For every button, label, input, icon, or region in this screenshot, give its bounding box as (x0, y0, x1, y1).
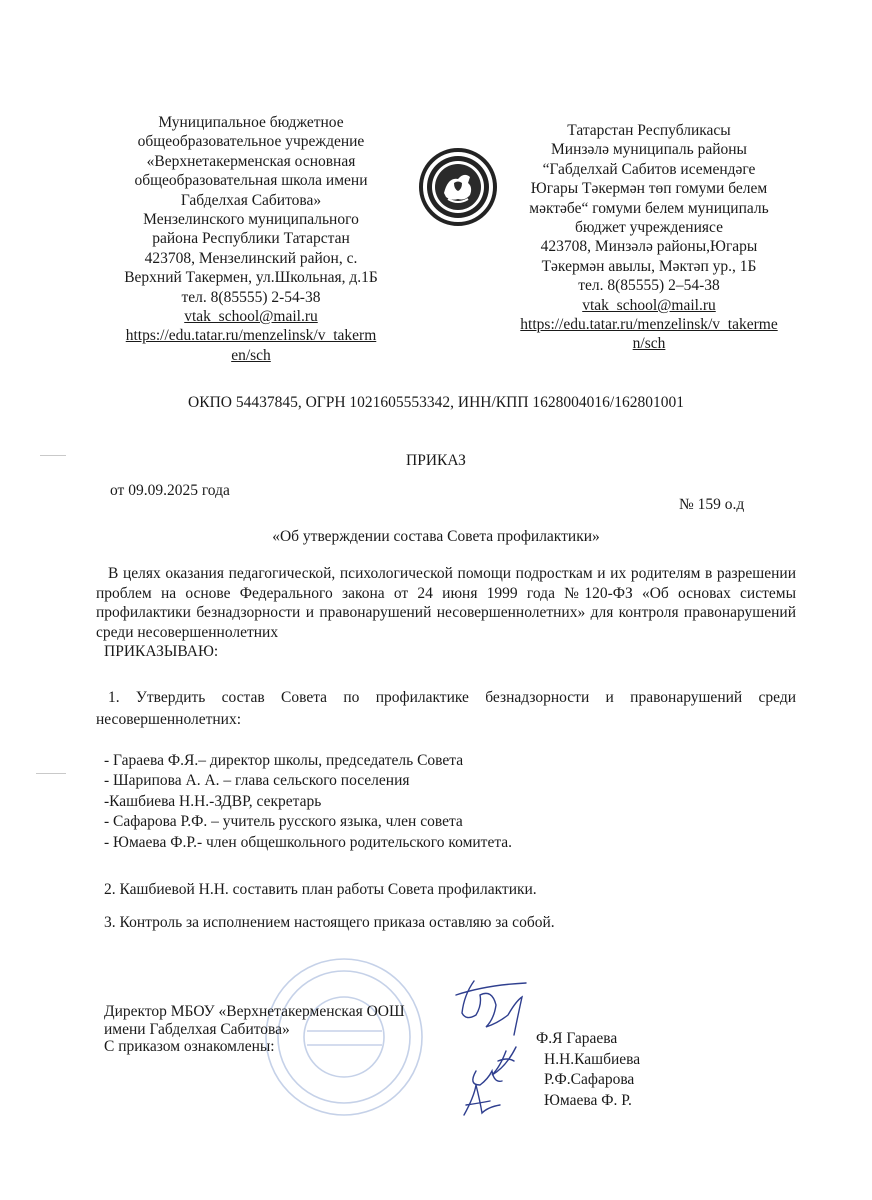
item-2: 2. Кашбиевой Н.Н. составить план работы Совета профилактики. (104, 881, 537, 898)
acquainted-label: С приказом ознакомлены: (104, 1038, 275, 1055)
header-right-line[interactable]: vtak_school@mail.ru (582, 296, 716, 314)
header-right-line: “Габделхай Сабитов исемендәге (542, 160, 756, 178)
registration-codes: ОКПО 54437845, ОГРН 1021605553342, ИНН/КПП 1628004016/162801001 (188, 394, 684, 411)
tatarstan-emblem (418, 147, 498, 227)
header-left-line: Мензелинского муниципального (143, 211, 359, 229)
header-left-line: Муниципальное бюджетное (158, 114, 344, 131)
item-1: 1. Утвердить состав Совета по профилактике безнадзорности и правонарушений среди несовершеннолетних: (96, 689, 796, 728)
signer-name: Ф.Я Гараева (536, 1030, 618, 1047)
header-right-line: мәктәбе“ гомуми белем муниципаль (529, 199, 769, 217)
header-right-line: Тәкермән авылы, Мәктәп ур., 1Б (541, 257, 757, 275)
order-number: № 159 о.д (679, 496, 745, 513)
header-right-line: Минзәлә муниципаль районы (551, 141, 747, 159)
header-right-line[interactable]: https://edu.tatar.ru/menzelinsk/v_takerme (520, 316, 778, 334)
header-left-line: Габделхая Сабитова» (180, 191, 322, 209)
handwritten-signatures (436, 975, 546, 1125)
header-right-line: 423708, Минзәлә районы,Югары (540, 238, 758, 256)
header-left-line: тел. 8(85555) 2-54-38 (181, 288, 321, 306)
header-left-line: «Верхнетакерменская основная (146, 152, 356, 170)
header-left-line: района Республики Татарстан (152, 230, 350, 248)
header-right-line: бюджет учреждениясе (575, 219, 723, 237)
signers-list (536, 1029, 640, 1111)
header-right-block (494, 121, 804, 354)
preamble-paragraph: В целях оказания педагогической, психологической помощи подросткам и их родителям в разрешении проблем на основе Федерального закона от 24 июня 1999 года №120-ФЗ «Об основах системы профилактики безнадзорности и правонарушений несовершеннолетних» для контроля правонарушений среди несовершеннолетних (96, 565, 796, 641)
signature-icon (436, 975, 546, 1125)
header-left-line: общеобразовательная школа имени (134, 172, 368, 190)
header-right-line: Югары Тәкермән төп гомуми белем (530, 180, 768, 198)
header-left-line: 423708, Мензелинский район, с. (144, 249, 358, 267)
member-item: - Сафарова Р.Ф. – учитель русского языка, член совета (104, 813, 463, 831)
member-item: -Кашбиева Н.Н.-ЗДВР, секретарь (104, 792, 322, 810)
header-right-line: Татарстан Республикасы (567, 122, 731, 139)
signer-name: Юмаева Ф. Р. (544, 1091, 632, 1109)
header-right-line: тел. 8(85555) 2–54-38 (578, 277, 720, 295)
members-list (104, 751, 512, 853)
order-date: от 09.09.2025 года (110, 482, 230, 499)
director-role-line1: Директор МБОУ «Верхнетакерменская ООШ (104, 1003, 405, 1020)
signer-name: Р.Ф.Сафарова (544, 1071, 635, 1088)
header-left-line: Верхний Такермен, ул.Школьная, д.1Б (124, 269, 378, 287)
header-left-block (96, 113, 406, 365)
member-item: - Шарипова А. А. – глава сельского поселения (104, 772, 410, 790)
header-left-line: общеобразовательное учреждение (137, 133, 365, 151)
header-left-line[interactable]: https://edu.tatar.ru/menzelinsk/v_takerm (125, 327, 377, 345)
order-subject: «Об утверждении состава Совета профилактики» (272, 528, 600, 545)
header-right-line[interactable]: n/sch (632, 335, 666, 353)
scan-mark (36, 773, 66, 774)
signer-name: Н.Н.Кашбиева (544, 1050, 641, 1068)
item-3: 3. Контроль за исполнением настоящего приказа оставляю за собой. (104, 914, 555, 931)
header-left-line[interactable]: en/sch (231, 346, 271, 364)
director-role-line2: имени Габделхая Сабитова» (104, 1021, 290, 1038)
member-item: - Гараева Ф.Я.– директор школы, председатель Совета (104, 752, 464, 769)
emblem-icon (418, 147, 498, 227)
header-left-line[interactable]: vtak_school@mail.ru (184, 308, 318, 326)
order-word: ПРИКАЗЫВАЮ: (104, 643, 219, 660)
order-title: ПРИКАЗ (406, 452, 466, 469)
member-item: - Юмаева Ф.Р.- член общешкольного родительского комитета. (104, 833, 513, 851)
